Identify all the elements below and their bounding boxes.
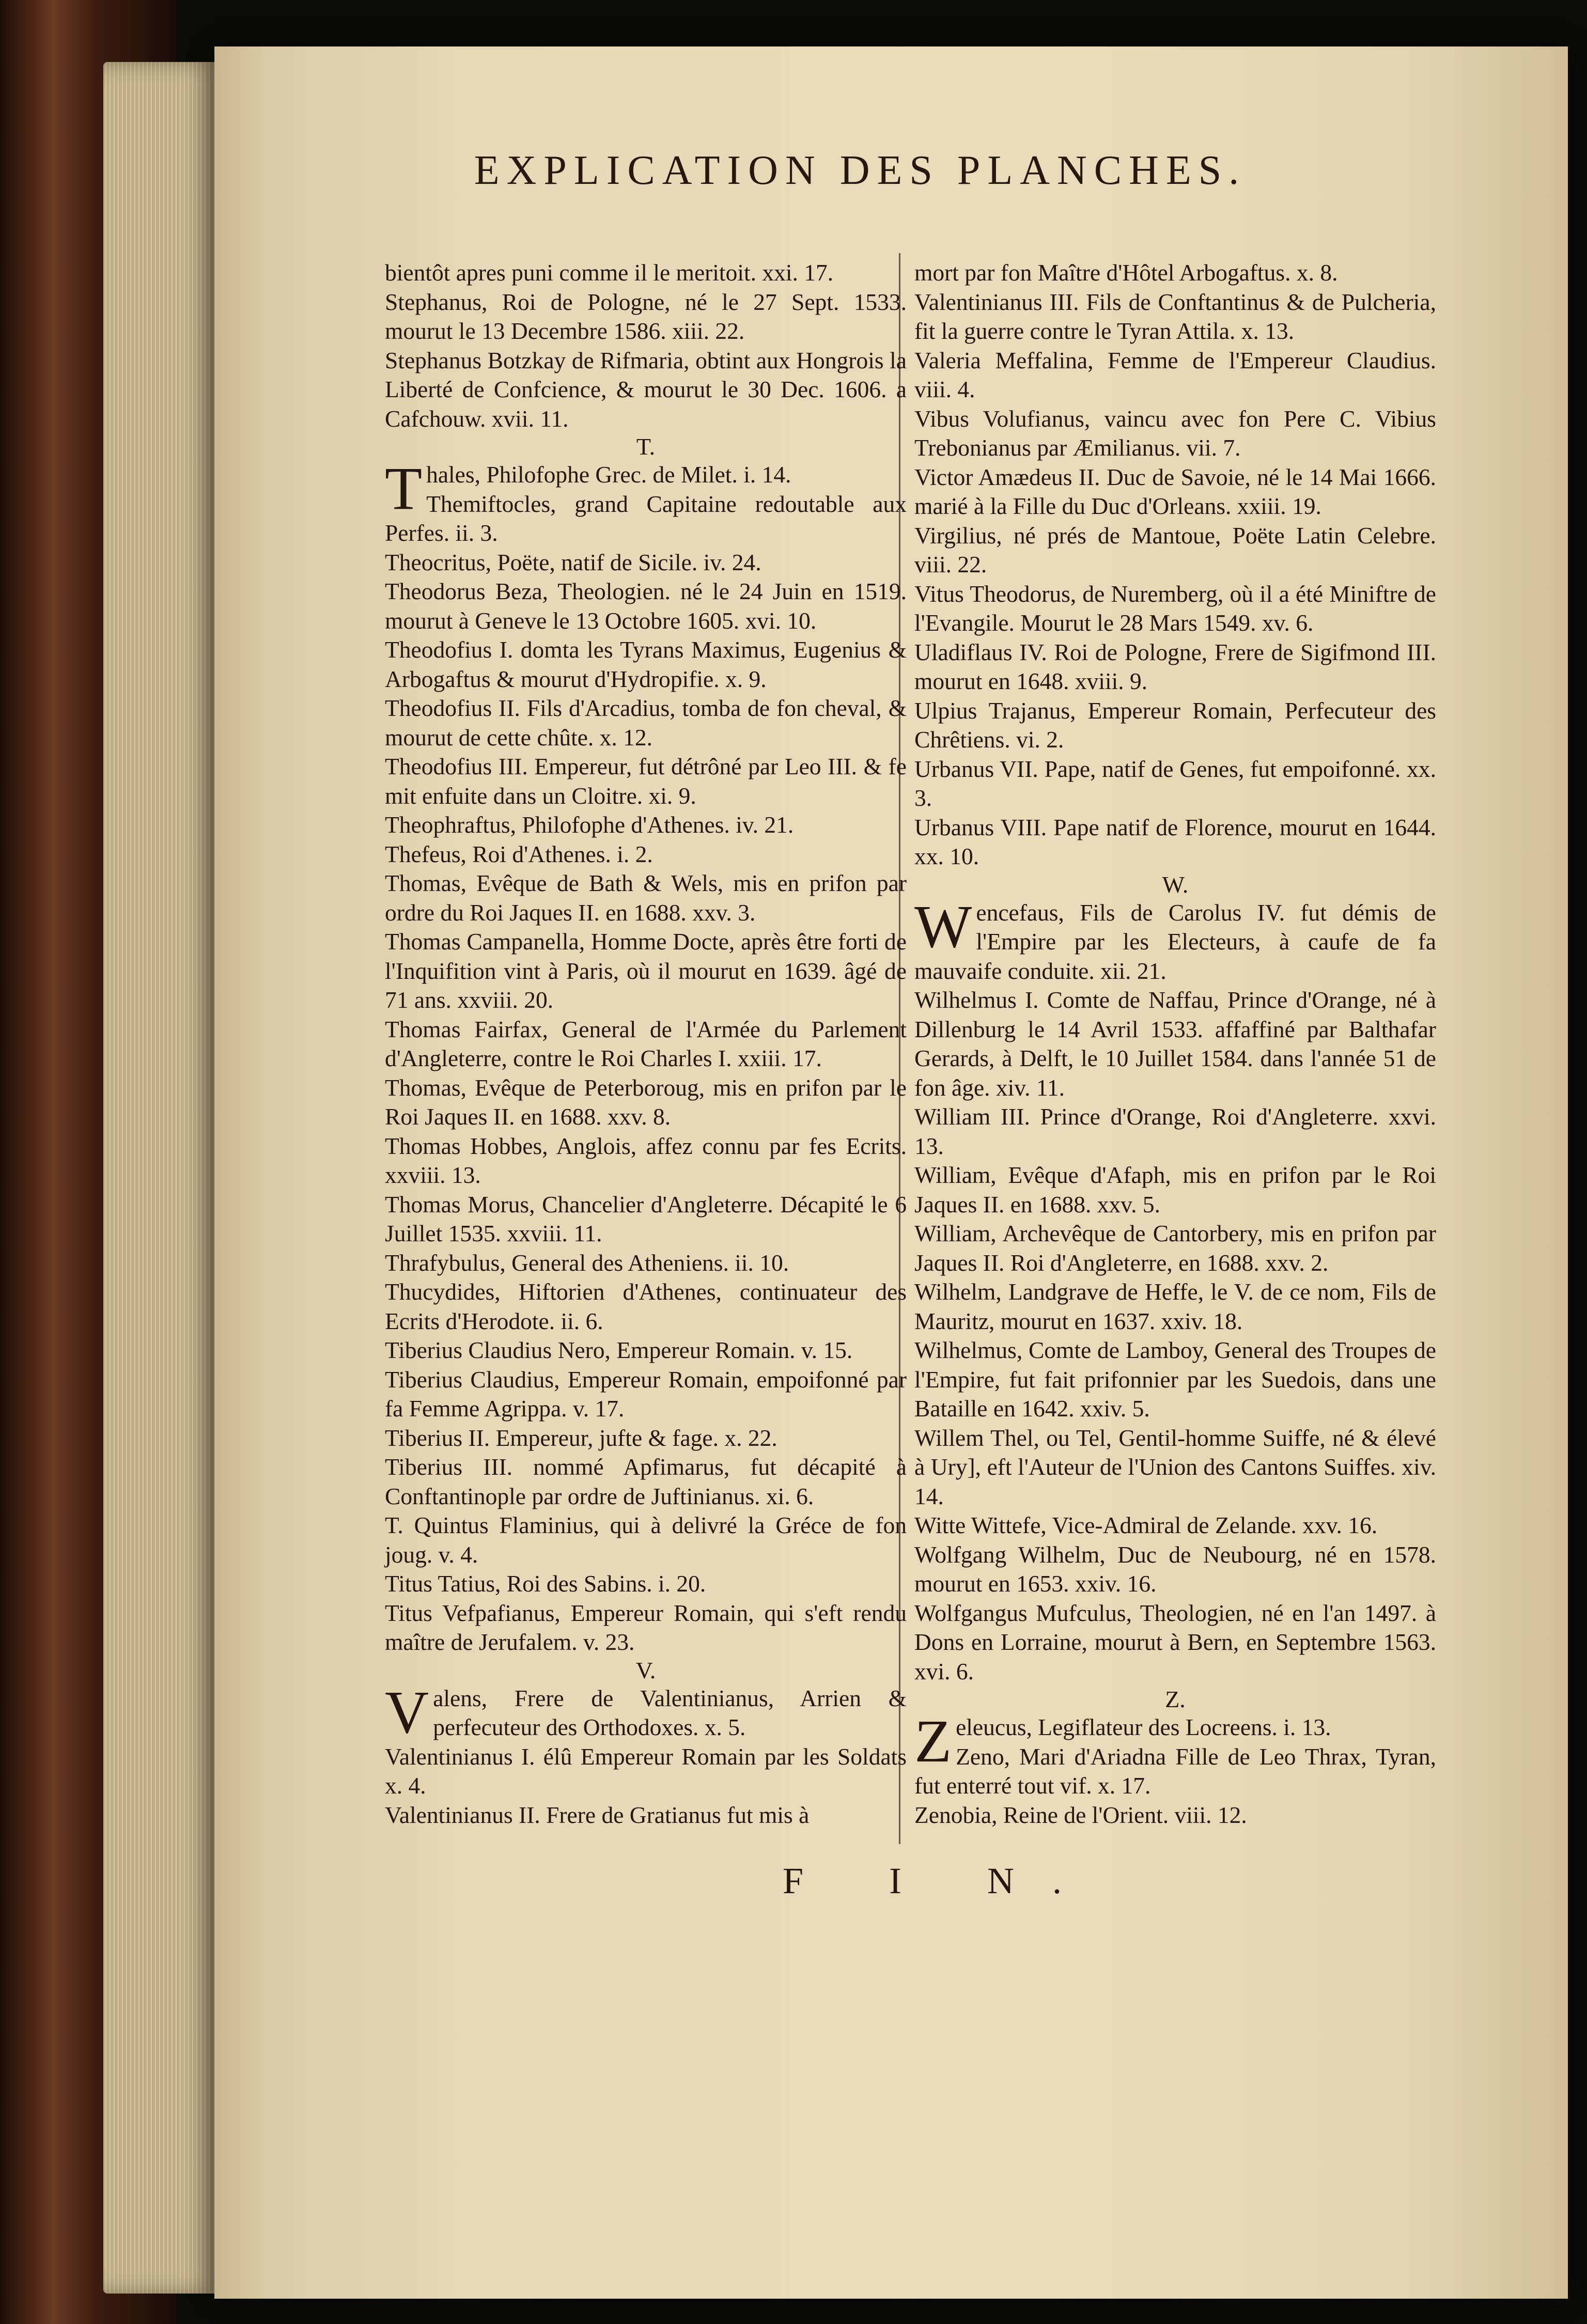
index-entry	[385, 810, 907, 840]
entry-text: Tiberius III. nommé Apfimarus, fut décapité à Conftantinople par ordre de Juftinianus. xi. 6.	[385, 1454, 907, 1509]
index-entry	[385, 548, 907, 578]
index-entry	[914, 346, 1436, 404]
entry-text: Theocritus, Poëte, natif de Sicile. iv. 24.	[385, 549, 761, 575]
index-entry	[914, 696, 1436, 755]
entry-text: alens, Frere de Valentinianus, Arrien & perfecuteur des Orthodoxes. x. 5.	[433, 1684, 907, 1740]
page-title: EXPLICATION DES PLANCHES.	[474, 148, 1247, 193]
entry-text: Theodorus Beza, Theologien. né le 24 Juin en 1519. mourut à Geneve le 13 Octobre 1605. xvi. 10.	[385, 578, 907, 634]
index-entry	[385, 694, 907, 752]
index-entry	[385, 1277, 907, 1336]
entry-text: encefaus, Fils de Carolus IV. fut démis de l'Empire par les Electeurs, à caufe de fa mauvaife conduite. xii. 21.	[914, 899, 1436, 984]
section-letter: W.	[1162, 871, 1189, 898]
entry-text: Uladiflaus IV. Roi de Pologne, Frere de Sigifmond III. mourut en 1648. xviii. 9.	[914, 638, 1436, 694]
entry-text: Thucydides, Hiftorien d'Athenes, continuateur des Ecrits d'Herodote. ii. 6.	[385, 1278, 907, 1334]
entry-text: eleucus, Legiflateur des Locreens. i. 13.	[956, 1714, 1331, 1740]
entry-text: Thomas Morus, Chancelier d'Angleterre. Décapité le 6 Juillet 1535. xxviii. 11.	[385, 1191, 907, 1246]
section-letter: V.	[635, 1657, 656, 1683]
entry-text: Wilhelmus I. Comte de Naffau, Prince d'Orange, né à Dillenburg le 14 Avril 1533. affaffiné par Balthafar Gerards, à Delft, le 10 Juillet 1584. dans l'année 51 de fon âge. xiv. 11.	[914, 987, 1436, 1101]
index-entry	[385, 490, 907, 548]
index-entry	[914, 521, 1436, 580]
entry-text: Theodofius III. Empereur, fut détrôné par Leo III. & fe mit enfuite dans un Cloitre. xi. 9.	[385, 753, 907, 809]
index-entry	[914, 1511, 1436, 1540]
entry-text: T. Quintus Flaminius, qui à delivré la Gréce de fon joug. v. 4.	[385, 1512, 907, 1568]
drop-capital: T	[385, 455, 423, 522]
index-entry	[385, 1453, 907, 1511]
entry-text: Tiberius II. Empereur, jufte & fage. x. 22.	[385, 1424, 777, 1451]
index-entry	[914, 986, 1436, 1102]
index-entry	[914, 1102, 1436, 1161]
index-entry	[385, 346, 907, 434]
section-letter: T.	[636, 433, 656, 460]
entry-text: Wilhelm, Landgrave de Heffe, le V. de ce nom, Fils de Mauritz, mourut en 1637. xxiv. 18.	[914, 1278, 1436, 1334]
entry-text: Vitus Theodorus, de Nuremberg, où il a été Miniftre de l'Evangile. Mourut le 28 Mars 1549. xv. 6.	[914, 580, 1436, 636]
index-entry	[914, 580, 1436, 638]
entry-text: Tiberius Claudius, Empereur Romain, empoifonné par fa Femme Agrippa. v. 17.	[385, 1366, 907, 1422]
index-entry	[385, 1336, 907, 1365]
index-entry	[385, 752, 907, 810]
entry-text: Willem Thel, ou Tel, Gentil-homme Suiffe, né & élevé à Ury], eft l'Auteur de l'Union des Cantons Suiffes. xiv. 14.	[914, 1424, 1436, 1509]
index-entry	[914, 288, 1436, 346]
entry-text: Themiftocles, grand Capitaine redoutable aux Perfes. ii. 3.	[385, 490, 907, 546]
index-entry	[385, 1678, 907, 1746]
entry-text: William, Evêque d'Afaph, mis en prifon par le Roi Jaques II. en 1688. xxv. 5.	[914, 1162, 1436, 1218]
entry-text: Zeno, Mari d'Ariadna Fille de Leo Thrax, Tyran, fut enterré tout vif. x. 17.	[914, 1743, 1436, 1799]
entry-text: Witte Wittefe, Vice-Admiral de Zelande. xxv. 16.	[914, 1512, 1378, 1538]
index-entry	[914, 755, 1436, 813]
entry-text: Thomas, Evêque de Bath & Wels, mis en prifon par ordre du Roi Jaques II. en 1688. xxv. 3.	[385, 870, 907, 926]
index-entry	[385, 869, 907, 927]
entry-text: Theodofius II. Fils d'Arcadius, tomba de fon cheval, & mourut de cette chûte. x. 12.	[385, 695, 907, 751]
index-entry	[385, 1365, 907, 1424]
index-entry	[385, 1132, 907, 1190]
entry-text: Wolfgangus Mufculus, Theologien, né en l'an 1497. à Dons en Lorraine, mourut à Bern, en Septembre 1563. xvi. 6.	[914, 1599, 1436, 1684]
entry-text: Wilhelmus, Comte de Lamboy, General des Troupes de l'Empire, fut fait prifonnier par les Suedois, dans une Bataille en 1642. xxiv. 5.	[914, 1337, 1436, 1422]
entry-text: bientôt apres puni comme il le meritoit. xxi. 17.	[385, 259, 834, 286]
entry-text: Titus Vefpafianus, Empereur Romain, qui s'eft rendu maître de Jerufalem. v. 23.	[385, 1599, 907, 1655]
entry-text: William III. Prince d'Orange, Roi d'Angleterre. xxvi. 13.	[914, 1103, 1436, 1159]
index-entry	[385, 577, 907, 635]
entry-text: Zenobia, Reine de l'Orient. viii. 12.	[914, 1801, 1247, 1828]
index-entry	[914, 404, 1436, 463]
index-entry	[385, 1249, 907, 1278]
index-entry	[914, 1540, 1436, 1599]
entry-text: Thefeus, Roi d'Athenes. i. 2.	[385, 840, 653, 867]
index-entry	[914, 892, 1436, 986]
entry-text: Ulpius Trajanus, Empereur Romain, Perfecuteur des Chrêtiens. vi. 2.	[914, 697, 1436, 753]
index-entry	[914, 463, 1436, 521]
entry-text: Wolfgang Wilhelm, Duc de Neubourg, né en 1578. mourut en 1653. xxiv. 16.	[914, 1541, 1436, 1597]
index-entry	[385, 927, 907, 1015]
index-entry	[914, 1277, 1436, 1336]
entry-text: Urbanus VII. Pape, natif de Genes, fut empoifonné. xx. 3.	[914, 755, 1436, 811]
index-entry	[385, 635, 907, 694]
entry-text: Vibus Volufianus, vaincu avec fon Pere C. Vibius Trebonianus par Æmilianus. vii. 7.	[914, 405, 1436, 461]
index-entry	[385, 1424, 907, 1453]
index-entry	[914, 1424, 1436, 1511]
index-entry	[914, 1219, 1436, 1277]
index-entry	[914, 1599, 1436, 1687]
entry-text: Thomas, Evêque de Peterboroug, mis en prifon par le Roi Jaques II. en 1688. xxv. 8.	[385, 1074, 907, 1130]
index-entry	[914, 1742, 1436, 1801]
index-entry	[385, 1599, 907, 1657]
index-entry	[385, 258, 907, 288]
index-entry	[385, 1569, 907, 1599]
right-column	[914, 258, 1436, 1830]
page-footer-fin: F I N.	[783, 1860, 1100, 1901]
index-entry	[914, 1801, 1436, 1830]
entry-text: Victor Amædeus II. Duc de Savoie, né le 14 Mai 1666. marié à la Fille du Duc d'Orleans. xxiii. 19.	[914, 463, 1436, 519]
index-entry	[914, 638, 1436, 696]
entry-text: Valentinianus II. Frere de Gratianus fut mis à	[385, 1801, 810, 1828]
entry-text: Virgilius, né prés de Mantoue, Poëte Latin Celebre. viii. 22.	[914, 522, 1436, 578]
entry-text: Stephanus, Roi de Pologne, né le 27 Sept. 1533. mourut le 13 Decembre 1586. xiii. 22.	[385, 288, 907, 344]
drop-capital: V	[385, 1678, 429, 1746]
entry-text: Tiberius Claudius Nero, Empereur Romain. v. 15.	[385, 1337, 853, 1363]
index-entry	[385, 1801, 907, 1830]
index-entry	[385, 1015, 907, 1073]
page-edges	[103, 62, 220, 2294]
drop-capital: Z	[914, 1707, 952, 1775]
entry-text: Thrafybulus, General des Atheniens. ii. 10.	[385, 1249, 789, 1276]
entry-text: Stephanus Botzkay de Rifmaria, obtint aux Hongrois la Liberté de Confcience, & mourut le 30 Dec. 1606. a Cafchouw. xvii. 11.	[385, 347, 907, 432]
entry-text: mort par fon Maître d'Hôtel Arbogaftus. x. 8.	[914, 259, 1338, 286]
entry-text: hales, Philofophe Grec. de Milet. i. 14.	[426, 461, 791, 488]
book-page	[214, 46, 1568, 2299]
entry-text: Titus Tatius, Roi des Sabins. i. 20.	[385, 1570, 706, 1597]
entry-text: Theophraftus, Philofophe d'Athenes. iv. 21.	[385, 812, 794, 838]
index-entry	[385, 288, 907, 346]
entry-text: Thomas Fairfax, General de l'Armée du Parlement d'Angleterre, contre le Roi Charles I. xxiii. 17.	[385, 1016, 907, 1071]
entry-text: William, Archevêque de Cantorbery, mis en prifon par Jaques II. Roi d'Angleterre, en 1688. xxv. 2.	[914, 1220, 1436, 1276]
index-entry	[385, 1190, 907, 1249]
section-letter: Z.	[1165, 1686, 1186, 1712]
index-entry	[385, 1511, 907, 1569]
entry-text: Valeria Meffalina, Femme de l'Empereur Claudius. viii. 4.	[914, 347, 1436, 402]
entry-text: Theodofius I. domta les Tyrans Maximus, Eugenius & Arbogaftus & mourut d'Hydropifie. x. 9.	[385, 636, 907, 692]
index-entry	[914, 258, 1436, 288]
index-entry	[385, 1073, 907, 1132]
entry-text: Valentinianus I. élû Empereur Romain par les Soldats x. 4.	[385, 1743, 907, 1799]
index-entry	[914, 813, 1436, 871]
entry-text: Valentinianus III. Fils de Conftantinus & de Pulcheria, fit la guerre contre le Tyran Attila. x. 13.	[914, 288, 1436, 344]
index-entry	[914, 1336, 1436, 1424]
left-column	[385, 258, 907, 1830]
index-entry	[385, 840, 907, 869]
entry-text: Thomas Campanella, Homme Docte, après être forti de l'Inquifition vint à Paris, où il mourut en 1639. âgé de 71 ans. xxviii. 20.	[385, 928, 907, 1013]
index-entry	[914, 1161, 1436, 1219]
index-entry	[385, 1742, 907, 1801]
entry-text: Urbanus VIII. Pape natif de Florence, mourut en 1644. xx. 10.	[914, 814, 1436, 869]
drop-capital: W	[914, 892, 972, 960]
entry-text: Thomas Hobbes, Anglois, affez connu par fes Ecrits. xxviii. 13.	[385, 1132, 907, 1188]
